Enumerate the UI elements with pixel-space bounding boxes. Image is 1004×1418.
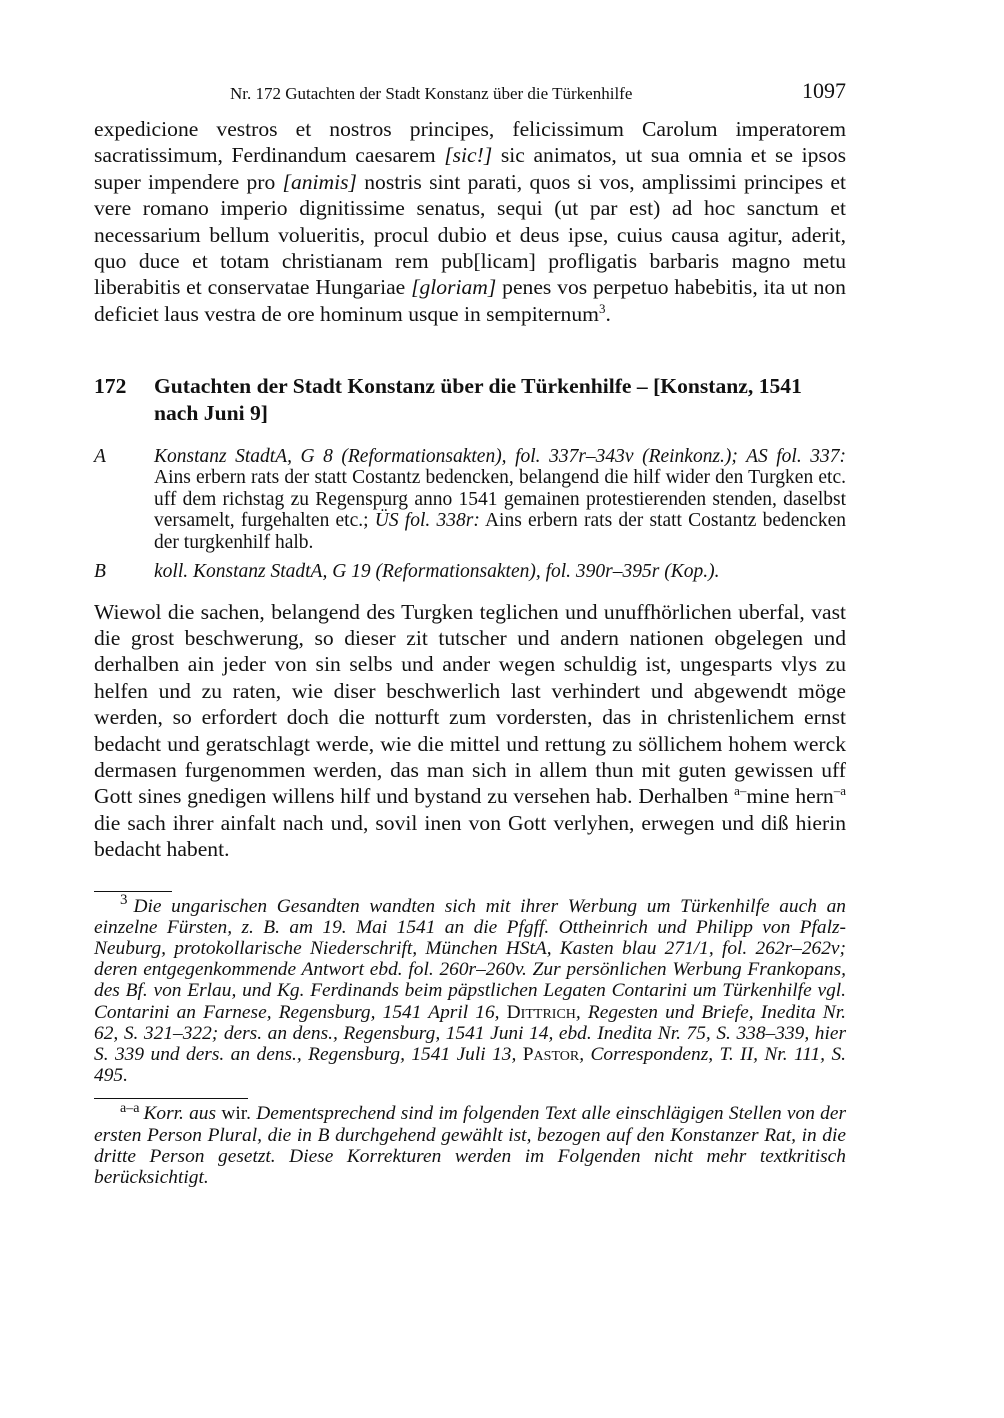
text-run: Konstanz StadtA, G 8 (Reformationsakten), fol. 337r–343v (Reinkonz.); AS fol. 337: <box>154 446 846 468</box>
editorial-insertion: [gloriam] <box>411 275 497 300</box>
footnote-mark: 3 <box>120 892 128 909</box>
running-title: Nr. 172 Gutachten der Stadt Konstanz über die Türkenhilfe <box>230 84 633 103</box>
witness-entry <box>94 561 846 582</box>
footnote-a <box>94 1100 847 1188</box>
apparatus-mark: a– <box>734 783 747 799</box>
editorial-insertion: [animis] <box>282 169 357 194</box>
german-paragraph <box>94 599 846 863</box>
text-run: nostris sint parati, quos si vos, amplissimi principes et vere romano imperio dignitissime senatus, sequi (ut par est) ad hoc sanctum et necessarium bellum volueritis, procul dubio et deus ipse, cuius causa agitur, aderit, quo duce et totam christianam rem pub[licam] profligatis barbaris magno metu liberabitis et conservatae Hungariae <box>94 169 846 300</box>
latin-paragraph <box>94 116 846 327</box>
footnote-reference: 3 <box>598 300 606 316</box>
author-name: Dittrich <box>506 1001 576 1023</box>
witness-description <box>154 446 846 553</box>
text-run: ÜS fol. 338r: <box>374 510 480 532</box>
text-run: Wiewol die sachen, belangend des Turgken teglichen und unuffhörlichen uberfal, vast die grost beschwerung, so dieser zit tutscher und andern nationen obgelegen und derhalben ain jeder von sin selbs und ander wegen schuldig ist, ungesparts vlys zu helfen und zu raten, wie diser beschwerlich last verhindert und abgewendt möge werden, so erfordert doch die notturft zum vordersten, das in christenlichem ernst bedacht und geratschlagt werde, wie die mittel und rettung zu söllichem hohem werck dermasen furgenommen werden, das man sich in allem thun mit guten gewissen uff Gott sines gnedigen willens hilf und bystand zu versehen hab. Derhalben <box>94 599 846 809</box>
footnote-mark: a–a <box>120 1100 140 1116</box>
text-run: . <box>605 301 611 326</box>
page-number: 1097 <box>802 78 846 103</box>
document-number: 172 <box>94 374 127 399</box>
document-title: Gutachten der Stadt Konstanz über die Türkenhilfe – [Konstanz, 1541 nach Juni 9] <box>154 374 802 425</box>
witness-description: koll. Konstanz StadtA, G 19 (Reformationsakten), fol. 390r–395r (Kop.). <box>154 561 720 583</box>
author-name: Pastor <box>522 1043 580 1065</box>
text-run: Dementsprechend sind im folgenden Text alle einschlägigen Stellen von der ersten Person Plural, die in B durchgehend gewählt ist, bezogen auf den Konstanzer Rat, in die dritte Person gesetzt. Diese Korrekturen werden im Folgenden nicht mehr textkritisch berücksichtigt. <box>94 1103 847 1188</box>
apparatus-mark: –a <box>833 783 846 799</box>
text-run: Korr. aus <box>143 1103 217 1125</box>
footnote-3 <box>94 892 846 1087</box>
text-run: penes vos perpetuo habebitis, ita ut non deficiet laus vestra de ore hominum usque in sempiternum <box>94 275 846 326</box>
text-run: Die ungarischen Gesandten wandten sich mit ihrer Werbung um Türkenhilfe auch an einzelne Fürsten, z. B. am 19. Mai 1541 an die Pfgff. Ottheinrich und Philipp von Pfalz-Neuburg, protokollarische Niederschrift, München HStA, Kasten blau 271/1, fol. 262r–262v; deren entgegenkommende Antwort ebd. fol. 260r–260v. Zur persönlichen Werbung Frankopans, des Bf. von Erlau, und Kg. Ferdinands beim päpstlichen Legaten Contarini um Türkenhilfe vgl. Contarini an Farnese, Regensburg, 1541 April 16, <box>94 895 846 1023</box>
witness-siglum: B <box>94 561 106 583</box>
apparatus-rule <box>94 1098 248 1099</box>
text-run: , Correspondenz, T. II, Nr. 111, S. 495. <box>94 1043 846 1087</box>
text-run: expedicione vestros et nostros principes, felicissimum Carolum imperatorem sacratissimum, Ferdinandum caesarem <box>94 117 846 168</box>
document-heading <box>94 373 846 426</box>
text-run: Ains erbern rats der statt Costantz bedencken der turgkenhilf halb. <box>154 510 846 553</box>
manuscript-witnesses <box>94 446 846 582</box>
text-run: sic animatos, ut sua omnia et se ipsos super impendere pro <box>94 143 846 194</box>
running-header <box>94 76 846 108</box>
text-run: wir. <box>216 1103 257 1125</box>
text-run: mine hern <box>746 784 834 809</box>
text-run: , Regesten und Briefe, Inedita Nr. 62, S. 321–322; ders. an dens., Regensburg, 1541 Juni 14, ebd. Inedita Nr. 75, S. 338–339, hier S. 339 und ders. an dens., Regensburg, 1541 Juli 13, <box>94 1001 846 1065</box>
page <box>94 76 846 1188</box>
witness-entry <box>94 446 846 553</box>
witness-siglum: A <box>94 446 106 468</box>
editorial-insertion: [sic!] <box>444 143 493 168</box>
text-run: Ains erbern rats der statt Costantz bedencken, belangend die hilf wider den Turgken etc. uff dem richstag zu Regenspurg anno 1541 gemainen protestierenden stenden, daselbst versamelt, furgehalten etc.; <box>154 467 846 532</box>
text-run: die sach ihrer ainfalt nach und, sovil inen von Gott verlyhen, erwegen und diß hierin bedacht habent. <box>94 810 846 862</box>
